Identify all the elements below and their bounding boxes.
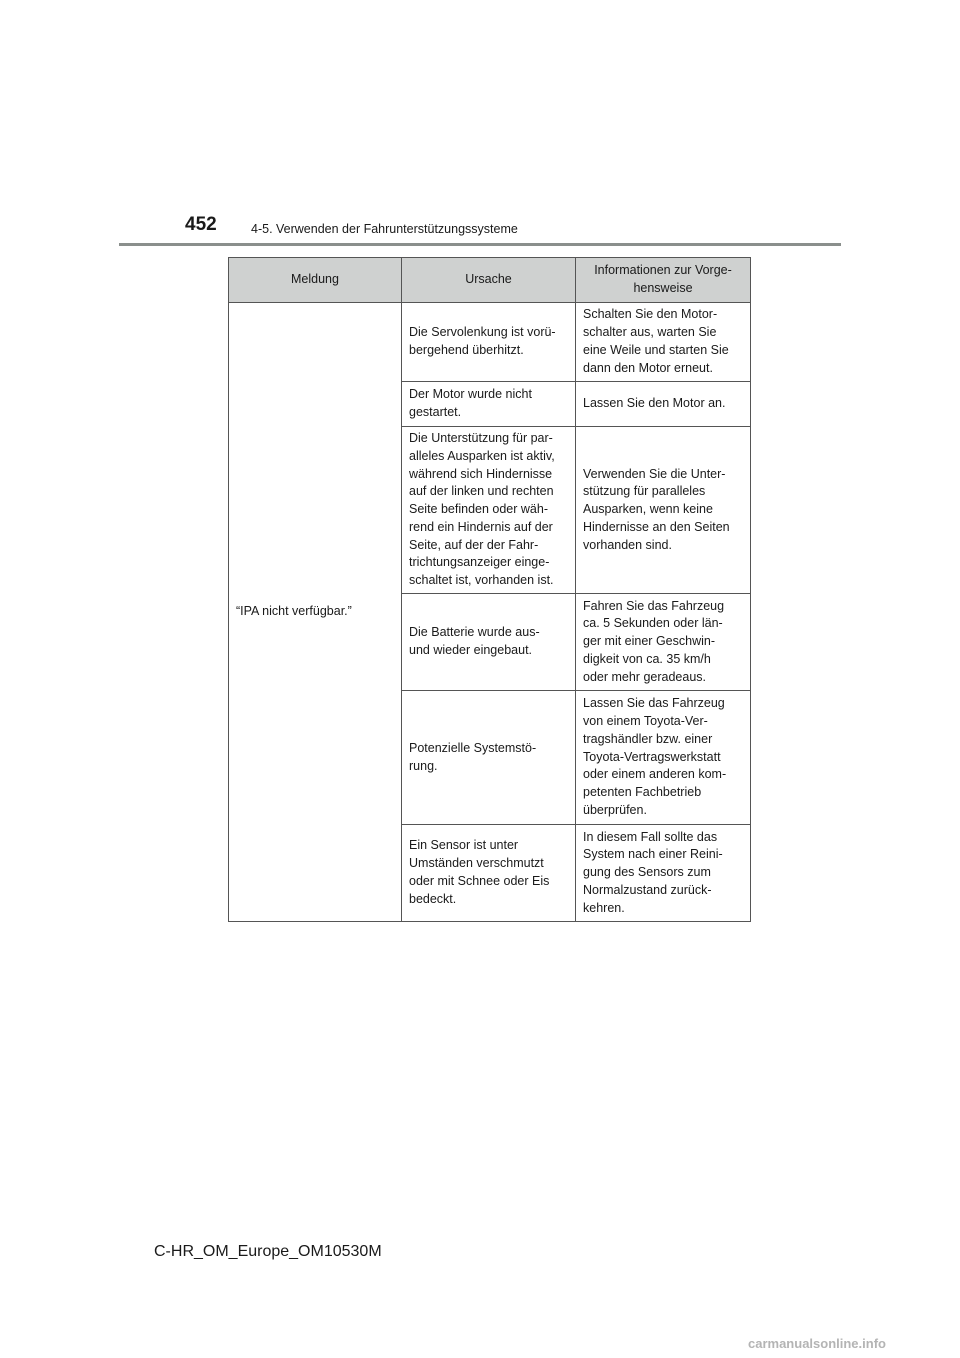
table-header-row	[229, 258, 751, 303]
document-code: C-HR_OM_Europe_OM10530M	[154, 1243, 382, 1260]
table-row	[229, 303, 751, 382]
cause-cell: Die Unterstützung für par- alleles Ausparken ist aktiv, während sich Hindernisse auf der linken und rechten Seite befinden oder wäh- rend ein Hindernis auf der Seite, auf der der Fahr- trichtungsanzeiger einge- schaltet ist, vorhanden ist.	[402, 427, 576, 594]
info-cell: Verwenden Sie die Unter- stützung für paralleles Ausparken, wenn keine Hindernisse an den Seiten vorhanden sind.	[576, 427, 751, 594]
info-cell: Fahren Sie das Fahrzeug ca. 5 Sekunden oder län- ger mit einer Geschwin- digkeit von ca. 35 km/h oder mehr geradeaus.	[576, 594, 751, 691]
header-divider	[119, 243, 841, 246]
cause-cell: Der Motor wurde nicht gestartet.	[402, 382, 576, 427]
column-header-message: Meldung	[229, 258, 402, 303]
warning-message-table	[228, 257, 751, 922]
cause-cell: Die Servolenkung ist vorü- bergehend überhitzt.	[402, 303, 576, 382]
column-header-info: Informationen zur Vorge- hensweise	[576, 258, 751, 303]
section-title: 4-5. Verwenden der Fahrunterstützungssysteme	[251, 222, 518, 236]
watermark: carmanualsonline.info	[748, 1336, 886, 1351]
column-header-cause: Ursache	[402, 258, 576, 303]
message-cell: “IPA nicht verfügbar.”	[229, 303, 402, 922]
info-cell: Lassen Sie den Motor an.	[576, 382, 751, 427]
info-cell: Schalten Sie den Motor- schalter aus, warten Sie eine Weile und starten Sie dann den Motor erneut.	[576, 303, 751, 382]
page-number: 452	[185, 214, 217, 235]
cause-cell: Ein Sensor ist unter Umständen verschmutzt oder mit Schnee oder Eis bedeckt.	[402, 825, 576, 922]
cause-cell: Potenzielle Systemstö- rung.	[402, 691, 576, 825]
info-cell: Lassen Sie das Fahrzeug von einem Toyota-Ver- tragshändler bzw. einer Toyota-Vertragswerkstatt oder einem anderen kom- petenten Fachbetrieb überprüfen.	[576, 691, 751, 825]
info-cell: In diesem Fall sollte das System nach einer Reini- gung des Sensors zum Normalzustand zurück- kehren.	[576, 825, 751, 922]
cause-cell: Die Batterie wurde aus- und wieder eingebaut.	[402, 594, 576, 691]
